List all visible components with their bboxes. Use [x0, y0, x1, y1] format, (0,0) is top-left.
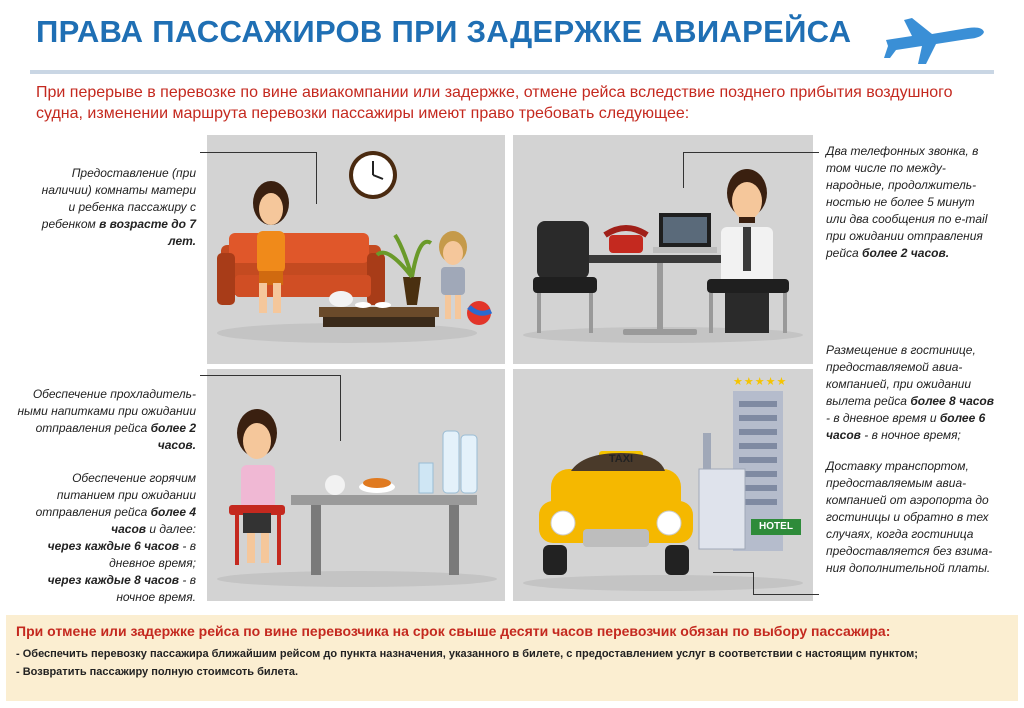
- connector-line: [683, 152, 684, 188]
- notice-item: - Возвратить пассажиру полную стоимсоть билета.: [16, 666, 299, 678]
- notice-item: - Обеспечить перевозку пассажира ближайшим рейсом до пункта назначения, указанного в билете, с предоставлением услуг в соответствии с настоящим пунктом;: [16, 648, 918, 660]
- caption-hotel: Размещение в гостинице, предоставляемой авиа-компанией, при ожидании вылета рейса более 8 часов - в дневное время и более 6 часов - в ночное время;: [826, 343, 994, 442]
- taxi-sign: TAXI: [608, 453, 634, 465]
- caption-mother-child-room: Предоставление (при наличии) комнаты матери и ребенка пассажиру с ребенком в возрасте до 7 лет.: [41, 166, 196, 248]
- caption-cold-drinks: Обеспечение прохладитель-ными напитками при ожидании отправления рейса более 2 часов.: [17, 387, 196, 452]
- caption-transport: Доставку транспортом, предоставляемым авиа-компанией от аэропорта до гостиницы и обратно в тех случаях, когда гостиница предоставляется без взима-ния дополнительной платы.: [826, 459, 993, 575]
- caption-hot-meals: Обеспечение горячим питанием при ожидании отправления рейса более 4 часов и далее: через каждые 6 часов - в дневное время; через каждые 8 часов - в ночное время.: [35, 471, 196, 604]
- panel-taxi-hotel: [513, 369, 813, 601]
- connector-line: [683, 152, 819, 153]
- hotel-stars: ★★★★★: [733, 376, 788, 388]
- airplane-icon: [882, 6, 986, 66]
- intro-text: При перерыве в перевозке по вине авиакомпании или задержке, отмене рейса вследствие позднего прибытия воздушного судна, изменении маршрута перевозки пассажиры имеют право требовать следующее:: [36, 84, 953, 122]
- hotel-sign: HOTEL: [751, 519, 801, 535]
- panel-drinks-food: [207, 369, 505, 601]
- notice-heading: При отмене или задержке рейса по вине перевозчика на срок свыше десяти часов перевозчик обязан по выбору пассажира:: [16, 623, 891, 639]
- connector-line: [753, 594, 819, 595]
- connector-line: [200, 375, 340, 376]
- connector-line: [316, 152, 317, 204]
- title-divider: [30, 70, 994, 74]
- notice-box: [6, 615, 1018, 701]
- connector-line: [200, 152, 316, 153]
- caption-phone-email: Два телефонных звонка, в том числе по между-народные, продолжитель-ностью не более 5 минут или два сообщения по e-mail при ожидании отправления рейса более 2 часов.: [826, 144, 988, 260]
- panel-phone-email: [513, 135, 813, 364]
- connector-line: [340, 375, 341, 441]
- panel-mother-child-room: [207, 135, 505, 364]
- connector-line: [713, 572, 753, 573]
- connector-line: [753, 572, 754, 594]
- page-title: ПРАВА ПАССАЖИРОВ ПРИ ЗАДЕРЖКЕ АВИАРЕЙСА: [36, 14, 852, 49]
